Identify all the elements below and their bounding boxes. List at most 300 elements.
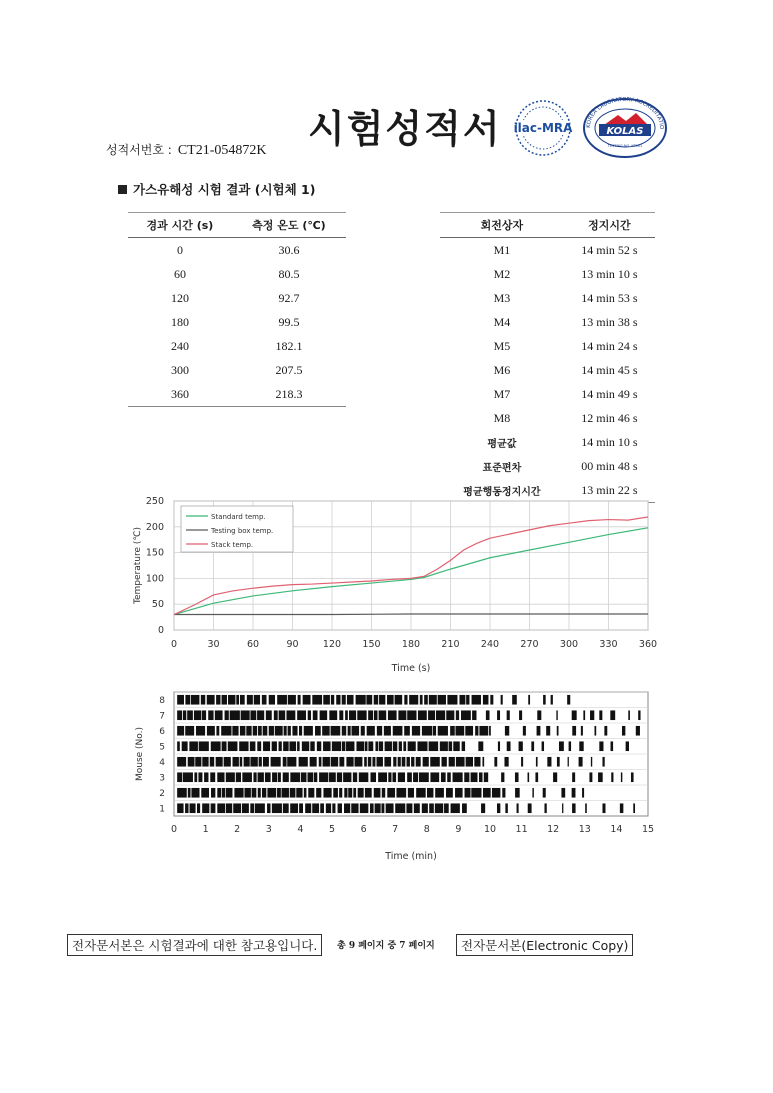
x-tick-label: 1 xyxy=(202,824,209,835)
x-tick-label: 4 xyxy=(297,824,304,835)
activity-bar xyxy=(263,741,270,751)
activity-bar xyxy=(385,741,392,751)
activity-bar xyxy=(489,726,491,736)
activity-bar xyxy=(289,741,296,751)
activity-bar xyxy=(266,710,272,720)
activity-bar xyxy=(379,741,383,751)
activity-bar xyxy=(299,803,303,813)
activity-bar xyxy=(278,772,281,782)
activity-bar xyxy=(263,726,268,736)
activity-bar xyxy=(471,772,478,782)
activity-bar xyxy=(211,788,215,798)
activity-bar xyxy=(523,726,526,736)
table-row xyxy=(440,334,655,358)
activity-bar xyxy=(440,741,448,751)
activity-bar xyxy=(360,803,369,813)
activity-bar xyxy=(252,788,257,798)
activity-bar xyxy=(455,726,464,736)
activity-bar xyxy=(386,803,394,813)
table-cell: 300 xyxy=(170,362,189,377)
table-cell: M4 xyxy=(493,314,511,329)
activity-bar xyxy=(398,757,401,767)
activity-bar xyxy=(177,757,186,767)
activity-bar xyxy=(208,710,213,720)
activity-bar xyxy=(257,741,261,751)
activity-bar xyxy=(422,726,432,736)
activity-bar xyxy=(359,772,369,782)
table-row xyxy=(440,358,655,382)
x-tick-label: 13 xyxy=(578,824,591,835)
activity-bar xyxy=(435,788,444,798)
x-tick-label: 6 xyxy=(360,824,367,835)
activity-bar xyxy=(353,772,357,782)
activity-bar xyxy=(323,741,331,751)
activity-bar xyxy=(204,772,208,782)
activity-bar xyxy=(290,788,296,798)
activity-bar xyxy=(274,710,278,720)
activity-bar xyxy=(370,803,374,813)
activity-bar xyxy=(216,757,223,767)
col-header-measured-temp: 측정 온도 (℃) xyxy=(232,213,346,238)
activity-bar xyxy=(453,772,463,782)
activity-bar xyxy=(232,726,238,736)
activity-bar xyxy=(258,726,262,736)
activity-bar xyxy=(287,757,296,767)
activity-bar xyxy=(234,788,243,798)
activity-bar xyxy=(284,726,287,736)
activity-bar xyxy=(367,726,375,736)
activity-bar xyxy=(343,772,351,782)
activity-bar xyxy=(257,710,264,720)
x-tick-label: 210 xyxy=(441,639,460,650)
activity-bar xyxy=(438,695,446,705)
activity-bar xyxy=(217,788,221,798)
activity-bar xyxy=(419,772,429,782)
activity-bar xyxy=(199,741,209,751)
y-tick-label: 200 xyxy=(145,521,164,533)
activity-bar xyxy=(226,803,232,813)
activity-bar xyxy=(202,757,208,767)
activity-bar xyxy=(317,741,321,751)
activity-bar xyxy=(582,788,584,798)
activity-bar xyxy=(304,726,313,736)
activity-bar xyxy=(590,710,594,720)
activity-bar xyxy=(342,741,346,751)
x-tick-label: 360 xyxy=(638,639,658,650)
activity-bar xyxy=(323,788,331,798)
activity-bar xyxy=(250,741,256,751)
activity-bar xyxy=(446,788,453,798)
activity-bar xyxy=(182,741,188,751)
activity-bar xyxy=(241,710,250,720)
activity-bar xyxy=(416,757,421,767)
activity-bar xyxy=(297,710,306,720)
activity-bar xyxy=(483,788,491,798)
x-tick-label: 7 xyxy=(392,824,399,835)
activity-bar xyxy=(185,803,188,813)
activity-bar xyxy=(447,772,451,782)
activity-bar xyxy=(569,741,571,751)
table-row xyxy=(128,382,346,407)
activity-bar xyxy=(466,757,473,767)
ilac-logo-text: ilac-MRA xyxy=(514,121,572,135)
section-title-text: 가스유해성 시험 결과 (시험체 1) xyxy=(133,182,316,197)
activity-bar xyxy=(226,772,235,782)
activity-bar xyxy=(528,695,530,705)
activity-bar xyxy=(572,803,575,813)
table-cell: M8 xyxy=(493,410,511,425)
activity-bar xyxy=(339,788,342,798)
activity-bar xyxy=(224,757,231,767)
activity-bar xyxy=(505,803,507,813)
activity-bar xyxy=(233,803,241,813)
activity-bar xyxy=(304,788,307,798)
activity-bar xyxy=(269,726,274,736)
x-tick-label: 11 xyxy=(515,824,528,835)
activity-bar xyxy=(342,695,346,705)
activity-bar xyxy=(411,757,414,767)
x-tick-label: 14 xyxy=(610,824,623,835)
activity-bar xyxy=(404,695,407,705)
x-tick-label: 120 xyxy=(322,639,342,650)
activity-bar xyxy=(283,757,287,767)
activity-bar xyxy=(368,741,373,751)
activity-bar xyxy=(482,757,484,767)
activity-bar xyxy=(471,788,481,798)
activity-bar xyxy=(430,772,439,782)
y-tick-label: 250 xyxy=(145,496,164,507)
activity-bar xyxy=(395,695,403,705)
activity-bar xyxy=(342,726,346,736)
activity-bar xyxy=(320,710,328,720)
activity-bar xyxy=(277,695,287,705)
activity-bar xyxy=(254,695,260,705)
activity-bar xyxy=(396,788,406,798)
x-tick-label: 180 xyxy=(401,639,421,650)
activity-bar xyxy=(374,710,378,720)
activity-bar xyxy=(536,757,538,767)
table-row xyxy=(440,238,655,263)
activity-bar xyxy=(441,757,446,767)
activity-bar xyxy=(210,772,215,782)
kolas-logo-text: KOLAS xyxy=(606,126,644,137)
activity-bar xyxy=(194,772,197,782)
activity-bar xyxy=(364,757,367,767)
table-cell: 13 min 38 s xyxy=(581,314,638,329)
activity-bar xyxy=(521,757,523,767)
kolas-bottom-text: TESTING NO. KT001 xyxy=(607,144,643,148)
activity-bar xyxy=(183,772,193,782)
activity-bar xyxy=(478,741,483,751)
activity-bar xyxy=(376,757,382,767)
activity-bar xyxy=(365,788,372,798)
activity-bar xyxy=(259,757,262,767)
activity-bar xyxy=(177,710,182,720)
activity-bar xyxy=(331,757,339,767)
activity-bar xyxy=(323,695,330,705)
activity-bar xyxy=(319,757,322,767)
activity-bar xyxy=(418,710,427,720)
activity-bar xyxy=(190,803,196,813)
table-cell: 14 min 52 s xyxy=(581,242,638,257)
activity-bar xyxy=(279,710,286,720)
activity-bar xyxy=(494,757,497,767)
table-row xyxy=(128,310,346,334)
activity-bar xyxy=(507,710,510,720)
row-label: 7 xyxy=(159,711,165,722)
activity-bar xyxy=(283,741,289,751)
activity-bar xyxy=(461,710,471,720)
activity-bar xyxy=(572,788,576,798)
activity-bar xyxy=(542,741,544,751)
activity-bar xyxy=(428,710,435,720)
activity-bar xyxy=(562,803,563,813)
activity-bar xyxy=(191,695,200,705)
activity-bar xyxy=(312,695,322,705)
activity-bar xyxy=(310,757,317,767)
activity-bar xyxy=(455,788,463,798)
activity-bar xyxy=(462,803,467,813)
table-cell: 99.5 xyxy=(278,314,300,329)
activity-bar xyxy=(450,726,455,736)
activity-bar xyxy=(423,757,429,767)
activity-bar xyxy=(263,757,269,767)
activity-bar xyxy=(561,788,565,798)
activity-bar xyxy=(267,788,276,798)
activity-bar xyxy=(556,710,557,720)
x-tick-label: 3 xyxy=(265,824,272,835)
table-cell: M5 xyxy=(493,338,511,353)
activity-bar xyxy=(379,695,385,705)
activity-bar xyxy=(319,772,328,782)
activity-bar xyxy=(388,772,391,782)
activity-bar xyxy=(507,741,511,751)
activity-bar xyxy=(310,741,314,751)
activity-bar xyxy=(283,772,289,782)
activity-bar xyxy=(242,772,252,782)
activity-bar xyxy=(185,695,190,705)
activity-bar xyxy=(572,710,577,720)
activity-bar xyxy=(626,741,629,751)
activity-bar xyxy=(515,772,519,782)
activity-bar xyxy=(272,803,282,813)
activity-bar xyxy=(230,710,240,720)
activity-bar xyxy=(413,772,418,782)
activity-bar xyxy=(399,741,402,751)
activity-bar xyxy=(446,710,454,720)
activity-bar xyxy=(435,803,443,813)
activity-bar xyxy=(183,710,186,720)
activity-bar xyxy=(408,741,416,751)
table-cell: M1 xyxy=(493,242,511,257)
activity-bar xyxy=(353,788,356,798)
activity-bar xyxy=(222,695,227,705)
activity-bar xyxy=(322,726,330,736)
activity-bar xyxy=(379,710,387,720)
activity-bar xyxy=(543,695,546,705)
activity-bar xyxy=(579,741,583,751)
activity-bar xyxy=(344,788,347,798)
activity-bar xyxy=(375,741,378,751)
activity-bar xyxy=(236,772,241,782)
activity-bar xyxy=(305,803,311,813)
y-tick-label: 50 xyxy=(151,599,164,611)
activity-bar xyxy=(598,772,603,782)
table-cell: 207.5 xyxy=(275,362,303,377)
activity-bar xyxy=(307,772,313,782)
table-cell: 60 xyxy=(173,266,186,281)
table-cell: 80.5 xyxy=(278,266,300,281)
activity-bar xyxy=(374,695,379,705)
activity-bar xyxy=(501,772,504,782)
activity-bar xyxy=(314,772,318,782)
table-row xyxy=(128,358,346,382)
activity-bar xyxy=(290,803,298,813)
x-tick-label: 8 xyxy=(423,824,430,835)
table-cell: 평균값 xyxy=(487,438,517,450)
activity-bar xyxy=(329,710,337,720)
activity-bar xyxy=(449,741,453,751)
activity-bar xyxy=(346,741,354,751)
x-tick-label: 0 xyxy=(170,824,178,835)
legend-entry: Testing box temp. xyxy=(211,527,274,535)
activity-bar xyxy=(395,803,405,813)
activity-bar xyxy=(459,695,465,705)
activity-bar xyxy=(197,803,200,813)
activity-bar xyxy=(543,788,546,798)
activity-bar xyxy=(417,741,427,751)
activity-bar xyxy=(333,788,338,798)
activity-bar xyxy=(233,757,239,767)
activity-bar xyxy=(406,803,412,813)
table-cell: 14 min 53 s xyxy=(581,290,638,305)
x-tick-label: 90 xyxy=(286,639,299,650)
activity-bar xyxy=(297,741,300,751)
table-cell: 92.7 xyxy=(278,290,300,305)
activity-bar xyxy=(579,757,583,767)
page-indicator: 총 9 페이지 중 7 페이지 xyxy=(337,941,435,951)
activity-bar xyxy=(441,772,446,782)
activity-bar xyxy=(315,726,321,736)
activity-bar xyxy=(620,803,623,813)
activity-bar xyxy=(216,726,219,736)
activity-bar xyxy=(356,741,364,751)
activity-bar xyxy=(447,695,457,705)
ilac-mra-logo xyxy=(514,99,572,157)
activity-bar xyxy=(258,772,264,782)
activity-bar xyxy=(465,788,471,798)
activity-bar xyxy=(387,788,395,798)
activity-bar xyxy=(302,741,309,751)
activity-bar xyxy=(332,803,335,813)
activity-bar xyxy=(313,710,318,720)
activity-bar xyxy=(472,710,476,720)
activity-bar xyxy=(292,726,297,736)
kolas-ring-text: KOREA LABORATORY ACCREDITATIO xyxy=(585,97,665,130)
activity-bar xyxy=(239,741,248,751)
activity-bar xyxy=(185,726,194,736)
activity-bar xyxy=(456,757,465,767)
activity-bar xyxy=(393,757,396,767)
activity-bar xyxy=(348,726,351,736)
activity-bar xyxy=(481,803,485,813)
activity-bar xyxy=(384,726,391,736)
col-header-stop-time: 정지시간 xyxy=(564,213,655,238)
report-number xyxy=(106,141,267,159)
table-cell: 14 min 49 s xyxy=(581,386,638,401)
activity-bar xyxy=(519,710,522,720)
activity-bar xyxy=(226,788,233,798)
x-axis-label: Time (s) xyxy=(391,663,431,674)
activity-bar xyxy=(198,772,202,782)
table-cell: 240 xyxy=(170,338,189,353)
activity-bar xyxy=(332,741,341,751)
activity-bar xyxy=(368,710,373,720)
activity-bar xyxy=(475,726,478,736)
col-header-elapsed-time: 경과 시간 (s) xyxy=(128,213,232,238)
activity-bar xyxy=(557,757,560,767)
activity-bar xyxy=(559,741,564,751)
activity-bar xyxy=(244,788,250,798)
activity-bar xyxy=(501,695,503,705)
activity-bar xyxy=(201,695,205,705)
activity-bar xyxy=(361,726,365,736)
activity-bar xyxy=(177,695,184,705)
activity-bar xyxy=(636,726,640,736)
activity-bar xyxy=(194,710,201,720)
activity-bar xyxy=(407,757,410,767)
x-tick-label: 0 xyxy=(170,639,178,650)
activity-bar xyxy=(296,788,302,798)
activity-bar xyxy=(621,772,622,782)
activity-bar xyxy=(189,741,198,751)
electronic-copy-notice: 전자문서본은 시험결과에 대한 참고용입니다. xyxy=(67,934,322,956)
activity-bar xyxy=(568,757,569,767)
table-row xyxy=(440,310,655,334)
activity-bar xyxy=(258,788,261,798)
activity-bar xyxy=(196,726,205,736)
activity-bar xyxy=(409,695,418,705)
activity-bar xyxy=(177,788,187,798)
activity-bar xyxy=(216,695,220,705)
activity-bar xyxy=(267,803,270,813)
activity-bar xyxy=(429,741,439,751)
activity-bar xyxy=(253,772,256,782)
activity-bar xyxy=(492,788,500,798)
table-cell: M3 xyxy=(493,290,511,305)
activity-bar xyxy=(622,726,625,736)
activity-bar xyxy=(265,772,271,782)
activity-bar xyxy=(375,803,381,813)
activity-bar xyxy=(464,772,469,782)
activity-bar xyxy=(628,710,630,720)
activity-bar xyxy=(498,741,500,751)
activity-bar xyxy=(430,757,440,767)
activity-bar xyxy=(504,757,508,767)
activity-bar xyxy=(288,726,291,736)
activity-bar xyxy=(177,803,183,813)
table-cell: 218.3 xyxy=(232,382,346,407)
activity-bar xyxy=(217,803,225,813)
activity-bar xyxy=(408,788,414,798)
activity-bar xyxy=(412,726,420,736)
row-label: 2 xyxy=(159,788,165,799)
report-number-value: CT21-054872K xyxy=(177,143,267,158)
activity-bar xyxy=(416,788,426,798)
activity-bar xyxy=(377,726,382,736)
activity-bar xyxy=(537,710,541,720)
activity-bar xyxy=(211,803,216,813)
